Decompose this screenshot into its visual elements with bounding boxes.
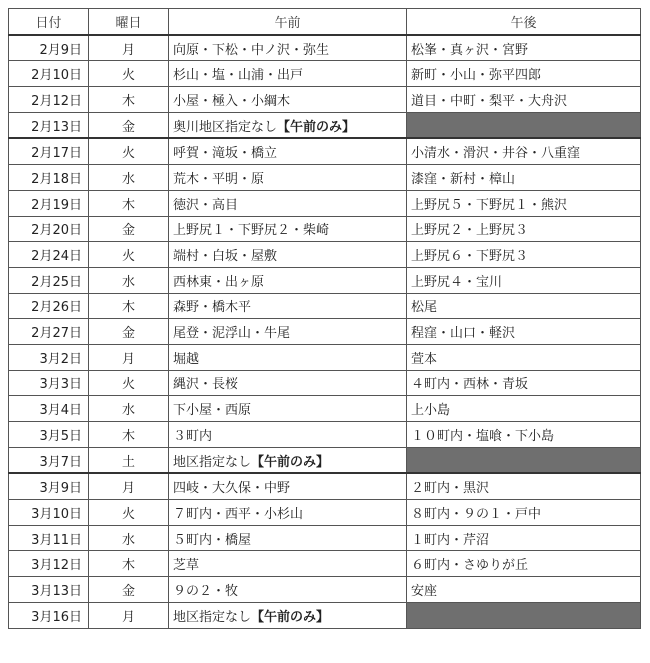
weekday-cell: 土 bbox=[89, 447, 169, 473]
weekday-cell: 火 bbox=[89, 61, 169, 87]
morning-cell bbox=[169, 370, 407, 396]
morning-cell bbox=[169, 267, 407, 293]
table-row bbox=[9, 577, 641, 603]
weekday-cell: 金 bbox=[89, 112, 169, 138]
afternoon-unavailable-cell bbox=[407, 112, 641, 138]
date-cell: 2月10日 bbox=[9, 61, 89, 87]
morning-only-note: 【午前のみ】 bbox=[277, 119, 356, 135]
afternoon-cell: ２町内・黒沢 bbox=[407, 473, 641, 499]
table-row bbox=[9, 525, 641, 551]
morning-areas: 向原・下松・中ノ沢・弥生 bbox=[173, 42, 330, 58]
morning-cell bbox=[169, 447, 407, 473]
weekday-cell: 水 bbox=[89, 165, 169, 191]
morning-areas: 下小屋・西原 bbox=[173, 403, 252, 419]
table-row bbox=[9, 500, 641, 526]
table-row bbox=[9, 447, 641, 473]
date-cell: 3月13日 bbox=[9, 577, 89, 603]
weekday-cell: 木 bbox=[89, 190, 169, 216]
afternoon-cell: １町内・芹沼 bbox=[407, 525, 641, 551]
weekday-cell: 木 bbox=[89, 422, 169, 448]
header-am: 午前 bbox=[169, 9, 407, 35]
morning-cell bbox=[169, 216, 407, 242]
weekday-cell: 木 bbox=[89, 551, 169, 577]
morning-cell bbox=[169, 500, 407, 526]
table-row bbox=[9, 293, 641, 319]
weekday-cell: 月 bbox=[89, 35, 169, 61]
morning-cell bbox=[169, 61, 407, 87]
morning-areas: 四岐・大久保・中野 bbox=[173, 481, 291, 497]
weekday-cell: 金 bbox=[89, 319, 169, 345]
morning-areas: 奥川地区指定なし bbox=[173, 119, 278, 135]
morning-cell bbox=[169, 319, 407, 345]
morning-areas: 呼賀・滝坂・橋立 bbox=[173, 146, 278, 162]
morning-areas: 上野尻１・下野尻２・柴崎 bbox=[173, 223, 330, 239]
morning-areas: 森野・橋木平 bbox=[173, 300, 252, 316]
weekday-cell: 水 bbox=[89, 396, 169, 422]
weekday-cell: 月 bbox=[89, 344, 169, 370]
morning-areas: 地区指定なし bbox=[173, 609, 252, 625]
date-cell: 3月7日 bbox=[9, 447, 89, 473]
schedule-table bbox=[8, 8, 641, 629]
morning-areas: 縄沢・長桜 bbox=[173, 377, 239, 393]
table-row bbox=[9, 165, 641, 191]
morning-areas: 地区指定なし bbox=[173, 454, 252, 470]
date-cell: 3月11日 bbox=[9, 525, 89, 551]
morning-areas: ５町内・橋屋 bbox=[173, 532, 252, 548]
date-cell: 2月13日 bbox=[9, 112, 89, 138]
afternoon-cell: ４町内・西林・青坂 bbox=[407, 370, 641, 396]
table-row bbox=[9, 242, 641, 268]
morning-areas: ３町内 bbox=[173, 428, 213, 444]
morning-cell bbox=[169, 165, 407, 191]
date-cell: 3月16日 bbox=[9, 602, 89, 628]
morning-areas: 芝草 bbox=[173, 558, 200, 574]
date-cell: 3月3日 bbox=[9, 370, 89, 396]
weekday-cell: 火 bbox=[89, 138, 169, 164]
table-row bbox=[9, 344, 641, 370]
table-row bbox=[9, 216, 641, 242]
date-cell: 2月27日 bbox=[9, 319, 89, 345]
weekday-cell: 火 bbox=[89, 500, 169, 526]
morning-areas: 堀越 bbox=[173, 351, 200, 367]
morning-areas: 杉山・塩・山浦・出戸 bbox=[173, 68, 304, 84]
table-row bbox=[9, 267, 641, 293]
table-row bbox=[9, 61, 641, 87]
afternoon-cell: 小清水・滑沢・井谷・八重窪 bbox=[407, 138, 641, 164]
morning-areas: ９の２・牧 bbox=[173, 583, 239, 599]
date-cell: 2月24日 bbox=[9, 242, 89, 268]
morning-cell bbox=[169, 422, 407, 448]
date-cell: 2月19日 bbox=[9, 190, 89, 216]
morning-areas: 荒木・平明・原 bbox=[173, 171, 265, 187]
header-row bbox=[9, 9, 641, 35]
header-date: 日付 bbox=[9, 9, 89, 35]
morning-cell bbox=[169, 473, 407, 499]
morning-cell bbox=[169, 35, 407, 61]
table-row bbox=[9, 87, 641, 113]
date-cell: 3月4日 bbox=[9, 396, 89, 422]
morning-areas: 端村・白坂・屋敷 bbox=[173, 249, 278, 265]
afternoon-unavailable-cell bbox=[407, 602, 641, 628]
header-pm: 午後 bbox=[407, 9, 641, 35]
weekday-cell: 水 bbox=[89, 267, 169, 293]
morning-cell bbox=[169, 396, 407, 422]
morning-areas: 小屋・極入・小綱木 bbox=[173, 93, 291, 109]
weekday-cell: 月 bbox=[89, 473, 169, 499]
morning-cell bbox=[169, 344, 407, 370]
afternoon-cell: 新町・小山・弥平四郎 bbox=[407, 61, 641, 87]
morning-cell bbox=[169, 112, 407, 138]
morning-only-note: 【午前のみ】 bbox=[251, 454, 330, 470]
table-row bbox=[9, 190, 641, 216]
date-cell: 3月10日 bbox=[9, 500, 89, 526]
schedule-body bbox=[9, 35, 641, 628]
afternoon-unavailable-cell bbox=[407, 447, 641, 473]
table-row bbox=[9, 370, 641, 396]
date-cell: 3月5日 bbox=[9, 422, 89, 448]
afternoon-cell: 上野尻５・下野尻１・熊沢 bbox=[407, 190, 641, 216]
date-cell: 2月18日 bbox=[9, 165, 89, 191]
morning-areas: 西林東・出ヶ原 bbox=[173, 274, 265, 290]
header-dow: 曜日 bbox=[89, 9, 169, 35]
weekday-cell: 火 bbox=[89, 370, 169, 396]
afternoon-cell: １０町内・塩喰・下小島 bbox=[407, 422, 641, 448]
weekday-cell: 水 bbox=[89, 525, 169, 551]
date-cell: 3月12日 bbox=[9, 551, 89, 577]
table-row bbox=[9, 138, 641, 164]
morning-cell bbox=[169, 551, 407, 577]
afternoon-cell: ８町内・９の１・戸中 bbox=[407, 500, 641, 526]
afternoon-cell: 上野尻２・上野尻３ bbox=[407, 216, 641, 242]
table-row bbox=[9, 112, 641, 138]
date-cell: 3月9日 bbox=[9, 473, 89, 499]
afternoon-cell: 上野尻４・宝川 bbox=[407, 267, 641, 293]
morning-cell bbox=[169, 138, 407, 164]
morning-areas: 徳沢・高目 bbox=[173, 197, 239, 213]
date-cell: 2月20日 bbox=[9, 216, 89, 242]
morning-cell bbox=[169, 190, 407, 216]
date-cell: 2月25日 bbox=[9, 267, 89, 293]
morning-cell bbox=[169, 525, 407, 551]
afternoon-cell: 程窪・山口・軽沢 bbox=[407, 319, 641, 345]
table-row bbox=[9, 422, 641, 448]
date-cell: 2月17日 bbox=[9, 138, 89, 164]
weekday-cell: 金 bbox=[89, 216, 169, 242]
afternoon-cell: 道目・中町・梨平・大舟沢 bbox=[407, 87, 641, 113]
table-row bbox=[9, 473, 641, 499]
afternoon-cell: 松尾 bbox=[407, 293, 641, 319]
morning-areas: 尾登・泥浮山・牛尾 bbox=[173, 326, 291, 342]
morning-cell bbox=[169, 577, 407, 603]
afternoon-cell: 上小島 bbox=[407, 396, 641, 422]
afternoon-cell: 漆窪・新村・樟山 bbox=[407, 165, 641, 191]
morning-areas: ７町内・西平・小杉山 bbox=[173, 506, 304, 522]
afternoon-cell: 松峯・真ヶ沢・宮野 bbox=[407, 35, 641, 61]
date-cell: 2月26日 bbox=[9, 293, 89, 319]
morning-cell bbox=[169, 293, 407, 319]
afternoon-cell: 上野尻６・下野尻３ bbox=[407, 242, 641, 268]
morning-cell bbox=[169, 602, 407, 628]
table-row bbox=[9, 396, 641, 422]
table-row bbox=[9, 319, 641, 345]
morning-cell bbox=[169, 87, 407, 113]
weekday-cell: 月 bbox=[89, 602, 169, 628]
afternoon-cell: 安座 bbox=[407, 577, 641, 603]
table-row bbox=[9, 35, 641, 61]
date-cell: 2月9日 bbox=[9, 35, 89, 61]
table-row bbox=[9, 602, 641, 628]
morning-cell bbox=[169, 242, 407, 268]
weekday-cell: 木 bbox=[89, 293, 169, 319]
date-cell: 3月2日 bbox=[9, 344, 89, 370]
morning-only-note: 【午前のみ】 bbox=[251, 609, 330, 625]
table-row bbox=[9, 551, 641, 577]
date-cell: 2月12日 bbox=[9, 87, 89, 113]
weekday-cell: 木 bbox=[89, 87, 169, 113]
afternoon-cell: ６町内・さゆりが丘 bbox=[407, 551, 641, 577]
afternoon-cell: 萱本 bbox=[407, 344, 641, 370]
schedule-sheet bbox=[8, 8, 641, 629]
weekday-cell: 火 bbox=[89, 242, 169, 268]
weekday-cell: 金 bbox=[89, 577, 169, 603]
